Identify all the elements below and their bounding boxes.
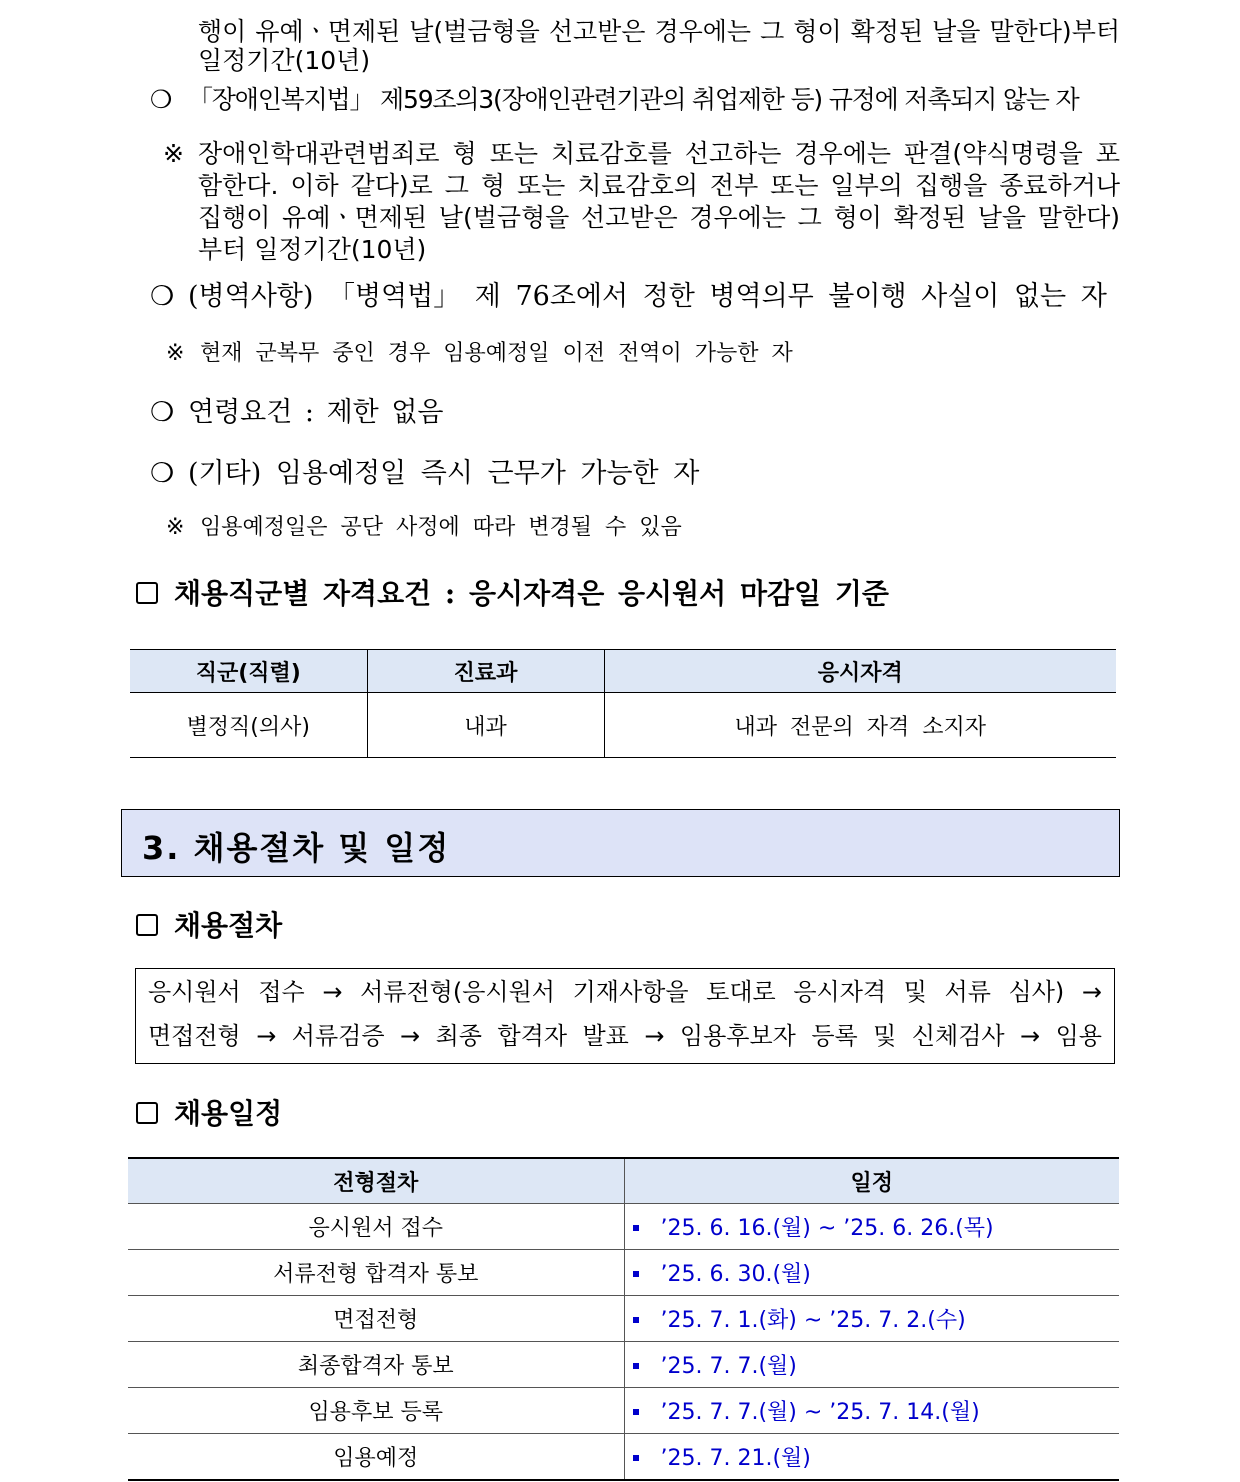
procedure-line-2: 면접전형 → 서류검증 → 최종 합격자 발표 → 임용후보자 등록 및 신체검사 → 임용: [148, 1022, 1102, 1050]
table-row: [130, 693, 1116, 758]
schedule-date-cell: [624, 1434, 1119, 1481]
schedule-step: 면접전형: [128, 1296, 624, 1342]
list-item-military: [150, 280, 1116, 314]
column-header: 일정: [624, 1158, 1119, 1204]
table-header-row: [128, 1158, 1119, 1204]
schedule-date-cell: [624, 1250, 1119, 1296]
table-row: [128, 1434, 1119, 1481]
square-bullet-icon: [136, 582, 158, 604]
disability-note-line-4: 부터 일정기간(10년): [198, 235, 427, 264]
schedule-heading: [136, 1096, 282, 1132]
note-mark: ※: [166, 515, 185, 540]
schedule-step: 응시원서 접수: [128, 1204, 624, 1250]
square-bullet-icon: [633, 1225, 639, 1231]
disability-note-line-3: 집행이 유예ㆍ면제된 날(벌금형을 선고받은 경우에는 그 형이 확정된 날을 말한다): [198, 203, 1120, 232]
continuation-line-2: 일정기간(10년): [198, 46, 371, 75]
other-text: (기타) 임용예정일 즉시 근무가 가능한 자: [188, 458, 700, 489]
square-bullet-icon: [633, 1317, 639, 1323]
schedule-date: ’25. 6. 30.(월): [660, 1262, 811, 1287]
qualification-heading-text: 채용직군별 자격요건 : 응시자격은 응시원서 마감일 기준: [174, 577, 889, 610]
procedure-box: [135, 968, 1115, 1064]
schedule-step: 임용예정: [128, 1434, 624, 1481]
disability-note-line-2: 함한다. 이하 같다)로 그 형 또는 치료감호의 전부 또는 일부의 집행을 종료하거나: [198, 171, 1120, 200]
schedule-date: ’25. 7. 7.(월): [660, 1354, 797, 1379]
list-item-disability-law: [150, 84, 1120, 116]
list-item-other: [150, 457, 699, 491]
note-mark: ※: [163, 139, 184, 168]
schedule-date: ’25. 7. 7.(월) ~ ’25. 7. 14.(월): [660, 1400, 980, 1425]
list-item-age: [150, 396, 444, 430]
schedule-step: 임용후보 등록: [128, 1388, 624, 1434]
procedure-line-1: 응시원서 접수 → 서류전형(응시원서 기재사항을 토대로 응시자격 및 서류 심사) →: [148, 978, 1102, 1006]
procedure-heading: [136, 908, 282, 944]
qualification-heading: [136, 576, 889, 612]
schedule-date-cell: [624, 1342, 1119, 1388]
table-row: [128, 1204, 1119, 1250]
square-bullet-icon: [633, 1455, 639, 1461]
column-header: 응시자격: [604, 650, 1116, 693]
other-note-text: 임용예정일은 공단 사정에 따라 변경될 수 있음: [200, 515, 682, 540]
column-header: 전형절차: [128, 1158, 624, 1204]
schedule-step: 서류전형 합격자 통보: [128, 1250, 624, 1296]
qualification-table: [130, 649, 1116, 758]
military-note-text: 현재 군복무 중인 경우 임용예정일 이전 전역이 가능한 자: [200, 341, 793, 366]
schedule-date-cell: [624, 1296, 1119, 1342]
schedule-date: ’25. 7. 21.(월): [660, 1446, 811, 1471]
circle-bullet-icon: ❍: [150, 397, 175, 428]
section-title: 3. 채용절차 및 일정: [142, 829, 451, 867]
square-bullet-icon: [136, 1102, 158, 1124]
section-header: [121, 809, 1120, 877]
continuation-line-1: 행이 유예ㆍ면제된 날(벌금형을 선고받은 경우에는 그 형이 확정된 날을 말한다)부터: [198, 17, 1120, 46]
military-note: [166, 340, 793, 368]
age-text: 연령요건 : 제한 없음: [188, 397, 444, 428]
disability-note-line-1: 장애인학대관련범죄로 형 또는 치료감호를 선고하는 경우에는 판결(약식명령을 포: [198, 139, 1120, 168]
circle-bullet-icon: ❍: [150, 458, 175, 489]
square-bullet-icon: [633, 1271, 639, 1277]
table-cell: 별정직(의사): [186, 714, 310, 740]
square-bullet-icon: [633, 1409, 639, 1415]
schedule-table: [128, 1157, 1119, 1481]
schedule-date: ’25. 6. 16.(월) ~ ’25. 6. 26.(목): [660, 1216, 994, 1241]
circle-bullet-icon: ❍: [150, 85, 173, 114]
table-row: [128, 1388, 1119, 1434]
procedure-heading-text: 채용절차: [174, 909, 283, 942]
schedule-date: ’25. 7. 1.(화) ~ ’25. 7. 2.(수): [660, 1308, 966, 1333]
table-header-row: [130, 650, 1116, 693]
table-cell: 내과: [367, 693, 604, 758]
other-note: [166, 514, 682, 542]
note-mark: ※: [166, 341, 185, 366]
table-row: [128, 1250, 1119, 1296]
table-row: [128, 1342, 1119, 1388]
table-cell: 내과 전문의 자격 소지자: [604, 693, 1116, 758]
square-bullet-icon: [136, 914, 158, 936]
circle-bullet-icon: ❍: [150, 281, 175, 312]
column-header: 진료과: [367, 650, 604, 693]
schedule-step: 최종합격자 통보: [128, 1342, 624, 1388]
column-header: 직군(직렬): [130, 650, 367, 693]
schedule-date-cell: [624, 1388, 1119, 1434]
schedule-date-cell: [624, 1204, 1119, 1250]
table-row: [128, 1296, 1119, 1342]
disability-law-text: 「장애인복지법」 제59조의3(장애인관련기관의 취업제한 등) 규정에 저촉되지 않는 자: [188, 85, 1079, 114]
military-text: (병역사항) 「병역법」 제 76조에서 정한 병역의무 불이행 사실이 없는 자: [188, 281, 1107, 312]
square-bullet-icon: [633, 1363, 639, 1369]
schedule-heading-text: 채용일정: [174, 1097, 283, 1130]
